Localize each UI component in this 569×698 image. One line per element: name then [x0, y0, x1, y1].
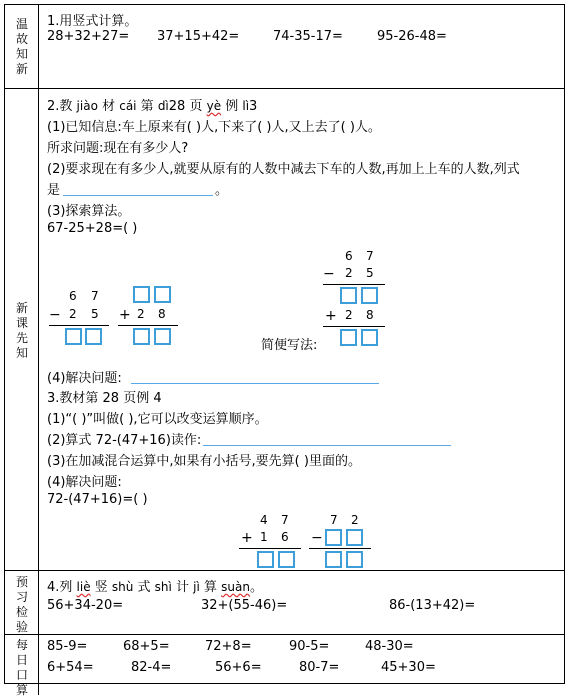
new-label [5, 301, 39, 361]
pinyin: dì [157, 99, 169, 113]
digit: 7 [91, 289, 99, 303]
pinyin: jì [193, 580, 200, 594]
calc-line [323, 284, 385, 285]
digit: 6 [281, 530, 289, 544]
daily-problem: 82-4= [131, 660, 172, 675]
title-part: 4.列 [47, 580, 73, 595]
review-problem: 28+32+27= [47, 29, 130, 44]
answer-box[interactable] [346, 551, 363, 568]
digit: 2 [69, 307, 77, 321]
review-label-cell [5, 5, 39, 88]
ex3-question-3: (3)在加减混合运算中,如果有小括号,要先算( )里面的。 [47, 454, 361, 469]
label-char: 每 [15, 638, 28, 652]
answer-box[interactable] [361, 329, 378, 346]
daily-problem: 72+8= [205, 639, 252, 654]
pinyin: suàn [221, 580, 250, 594]
ex3-question-1: (1)“( )”叫做( ),它可以改变运算顺序。 [47, 412, 268, 427]
pinyin: jiào [76, 99, 98, 113]
daily-problem: 56+6= [215, 660, 262, 675]
review-problem: 37+15+42= [157, 29, 240, 44]
new-lesson-row [5, 89, 564, 571]
operator: − [323, 266, 335, 282]
question-2a: (2)要求现在有多少人,就要从原有的人数中减去下车的人数,再加上上车的人数,列式 [47, 162, 520, 177]
digit: 6 [69, 289, 77, 303]
expression-2: 72-(47+16)=( ) [47, 492, 148, 507]
answer-box[interactable] [257, 551, 274, 568]
answer-box[interactable] [133, 328, 150, 345]
daily-problem: 85-9= [47, 639, 88, 654]
answer-box[interactable] [65, 328, 82, 345]
calc-line [309, 548, 371, 549]
review-label [5, 17, 39, 77]
ex3-question-2: (2)算式 72-(47+16)读作: [47, 433, 202, 448]
calc-line [323, 326, 385, 327]
daily-problem: 90-5= [289, 639, 330, 654]
digit: 5 [366, 266, 374, 280]
calc-line [239, 548, 301, 549]
operator: + [325, 308, 337, 324]
example2-title [47, 95, 257, 114]
label-char: 检 [15, 605, 28, 619]
preview-title [47, 576, 263, 595]
calc-line [49, 325, 109, 326]
pinyin: lì [242, 99, 250, 113]
ex3-question-4: (4)解决问题: [47, 475, 122, 490]
operator: − [311, 530, 323, 546]
answer-box[interactable] [133, 286, 150, 303]
preview-problem: 56+34-20= [47, 598, 124, 613]
title-part: 2.教 [47, 99, 73, 114]
label-char: 口 [15, 668, 28, 682]
title-part: 式 [137, 580, 151, 595]
daily-row [5, 635, 564, 695]
title-part: 例 [225, 99, 239, 114]
operator: + [119, 307, 131, 323]
question-3: (3)探索算法。 [47, 204, 131, 219]
answer-box[interactable] [154, 328, 171, 345]
daily-problem: 6+54= [47, 660, 94, 675]
label-char: 新 [15, 301, 28, 315]
daily-problem: 48-30= [365, 639, 414, 654]
new-label-cell [5, 89, 39, 570]
answer-box[interactable] [85, 328, 102, 345]
preview-label-cell [5, 571, 39, 634]
title-part: 。 [249, 580, 263, 595]
label-char: 算 [15, 683, 28, 697]
calc-line [118, 325, 178, 326]
simple-label: 简便写法: [261, 338, 318, 353]
preview-label [5, 575, 39, 635]
digit: 6 [345, 249, 353, 263]
label-char: 温 [15, 17, 28, 31]
label-char: 先 [15, 331, 28, 345]
label-char: 故 [15, 32, 28, 46]
review-problem: 74-35-17= [273, 29, 343, 44]
title-part: 竖 [94, 580, 108, 595]
expression: 67-25+28=( ) [47, 221, 138, 236]
label-char: 知 [15, 346, 28, 360]
pinyin: shì [154, 580, 172, 594]
pinyin: yè [206, 99, 222, 113]
answer-box[interactable] [154, 286, 171, 303]
title-part: 计 [176, 580, 190, 595]
answer-box[interactable] [340, 329, 357, 346]
review-problem: 95-26-48= [377, 29, 447, 44]
label-char: 习 [15, 590, 28, 604]
pinyin: cái [119, 99, 137, 113]
digit: 1 [260, 530, 268, 544]
digit: 8 [158, 307, 166, 321]
label-char: 日 [15, 653, 28, 667]
worksheet-table [4, 4, 565, 697]
review-title: 1.用竖式计算。 [47, 14, 138, 29]
preview-problem: 32+(55-46)= [201, 598, 288, 613]
daily-problem: 45+30= [381, 660, 436, 675]
label-char: 预 [15, 575, 28, 589]
title-part: 第 [140, 99, 154, 114]
digit: 8 [366, 308, 374, 322]
title-part: 材 [102, 99, 116, 114]
preview-problem: 86-(13+42)= [389, 598, 476, 613]
answer-box[interactable] [361, 287, 378, 304]
digit: 5 [91, 307, 99, 321]
daily-problem: 80-7= [299, 660, 340, 675]
answer-box[interactable] [325, 529, 342, 546]
review-row [5, 5, 564, 89]
digit: 7 [330, 513, 338, 527]
daily-label [5, 638, 39, 698]
answer-box[interactable] [325, 551, 342, 568]
daily-problem: 68+5= [123, 639, 170, 654]
question-4: (4)解决问题: [47, 371, 122, 386]
title-part: 3 [249, 99, 258, 114]
label-char: 课 [15, 316, 28, 330]
digit: 2 [345, 308, 353, 322]
digit: 2 [345, 266, 353, 280]
digit: 7 [366, 249, 374, 263]
digit: 2 [351, 513, 359, 527]
digit: 7 [281, 513, 289, 527]
answer-box[interactable] [278, 551, 295, 568]
answer-blank-line[interactable] [131, 383, 379, 384]
question-1b: 所求问题:现在有多少人? [47, 141, 189, 156]
answer-box[interactable] [346, 529, 363, 546]
answer-blank-line[interactable] [63, 195, 213, 196]
question-1: (1)已知信息:车上原来有( )人,下来了( )人,又上去了( )人。 [47, 120, 381, 135]
answer-blank-line[interactable] [203, 445, 451, 446]
digit: 2 [137, 307, 145, 321]
daily-label-cell [5, 635, 39, 695]
question-2b-suffix: 。 [215, 183, 229, 198]
operator: − [49, 307, 61, 323]
label-char: 验 [15, 620, 28, 634]
answer-box[interactable] [340, 287, 357, 304]
title-part: 算 [203, 580, 217, 595]
label-char: 新 [15, 62, 28, 76]
digit: 4 [260, 513, 268, 527]
operator: + [241, 530, 253, 546]
preview-row [5, 571, 564, 635]
label-char: 知 [15, 47, 28, 61]
title-part: 28 页 [168, 99, 203, 114]
pinyin: shù [111, 580, 134, 594]
pinyin: liè [76, 580, 91, 594]
question-2b-prefix: 是 [47, 183, 61, 198]
example3-title: 3.教材第 28 页例 4 [47, 391, 162, 406]
